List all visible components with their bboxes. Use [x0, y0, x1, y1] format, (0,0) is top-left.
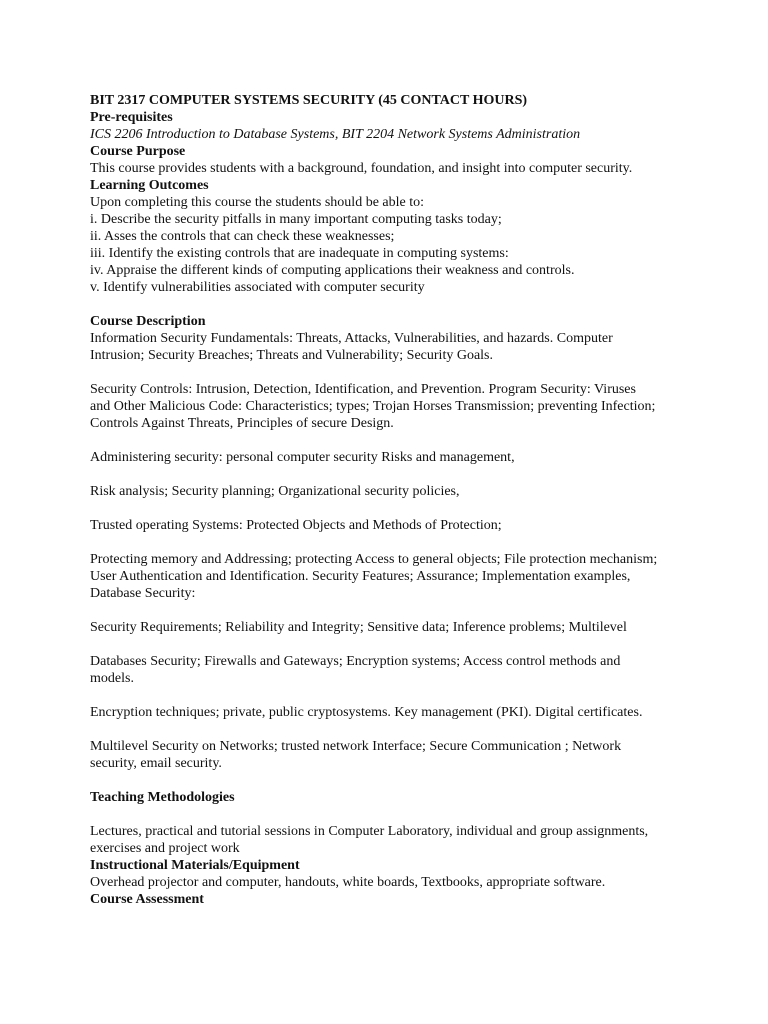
purpose-text: This course provides students with a background, foundation, and insight into computer security.: [90, 161, 633, 176]
description-paragraph-line: Controls Against Threats, Principles of secure Design.: [90, 416, 394, 431]
outcomes-heading: Learning Outcomes: [90, 178, 209, 193]
description-paragraph-line: Trusted operating Systems: Protected Objects and Methods of Protection;: [90, 518, 502, 533]
teaching-heading: Teaching Methodologies: [90, 790, 235, 805]
description-paragraph-line: Security Requirements; Reliability and Integrity; Sensitive data; Inference problems; Multilevel: [90, 620, 627, 635]
description-paragraph-line: models.: [90, 671, 134, 686]
description-paragraph-line: User Authentication and Identification. Security Features; Assurance; Implementation examples,: [90, 569, 631, 584]
teaching-text-line: exercises and project work: [90, 841, 240, 856]
description-paragraph-line: Databases Security; Firewalls and Gateways; Encryption systems; Access control methods and: [90, 654, 621, 669]
outcome-item: v. Identify vulnerabilities associated with computer security: [90, 280, 425, 295]
description-paragraph-line: security, email security.: [90, 756, 222, 771]
description-paragraph-line: Multilevel Security on Networks; trusted network Interface; Secure Communication ; Network: [90, 739, 622, 754]
outcome-item: ii. Asses the controls that can check these weaknesses;: [90, 229, 395, 244]
description-paragraph-line: Database Security:: [90, 586, 196, 601]
description-heading: Course Description: [90, 314, 206, 329]
teaching-text-line: Lectures, practical and tutorial sessions in Computer Laboratory, individual and group assignments,: [90, 824, 649, 839]
course-title: BIT 2317 COMPUTER SYSTEMS SECURITY (45 CONTACT HOURS): [90, 93, 528, 108]
materials-heading: Instructional Materials/Equipment: [90, 858, 300, 873]
outcome-item: i. Describe the security pitfalls in many important computing tasks today;: [90, 212, 502, 227]
assessment-heading: Course Assessment: [90, 892, 204, 907]
description-paragraph-line: Protecting memory and Addressing; protecting Access to general objects; File protection mechanism;: [90, 552, 658, 567]
description-paragraph-line: and Other Malicious Code: Characteristics; types; Trojan Horses Transmission; preventing Infection;: [90, 399, 656, 414]
description-paragraph-line: Information Security Fundamentals: Threats, Attacks, Vulnerabilities, and hazards. Computer: [90, 331, 613, 346]
description-paragraph-line: Security Controls: Intrusion, Detection, Identification, and Prevention. Program Security: Viruses: [90, 382, 636, 397]
outcome-item: iii. Identify the existing controls that are inadequate in computing systems:: [90, 246, 509, 261]
prereq-text: ICS 2206 Introduction to Database Systems, BIT 2204 Network Systems Administration: [90, 127, 581, 142]
prereq-heading: Pre-requisites: [90, 110, 173, 125]
outcomes-intro: Upon completing this course the students should be able to:: [90, 195, 425, 210]
description-paragraph-line: Encryption techniques; private, public cryptosystems. Key management (PKI). Digital certificates.: [90, 705, 643, 720]
materials-text: Overhead projector and computer, handouts, white boards, Textbooks, appropriate software.: [90, 875, 606, 890]
description-paragraph-line: Risk analysis; Security planning; Organizational security policies,: [90, 484, 460, 499]
description-paragraph-line: Intrusion; Security Breaches; Threats and Vulnerability; Security Goals.: [90, 348, 493, 363]
purpose-heading: Course Purpose: [90, 144, 186, 159]
outcome-item: iv. Appraise the different kinds of computing applications their weakness and controls.: [90, 263, 575, 278]
document-page: [90, 92, 710, 908]
description-paragraph-line: Administering security: personal computer security Risks and management,: [90, 450, 515, 465]
